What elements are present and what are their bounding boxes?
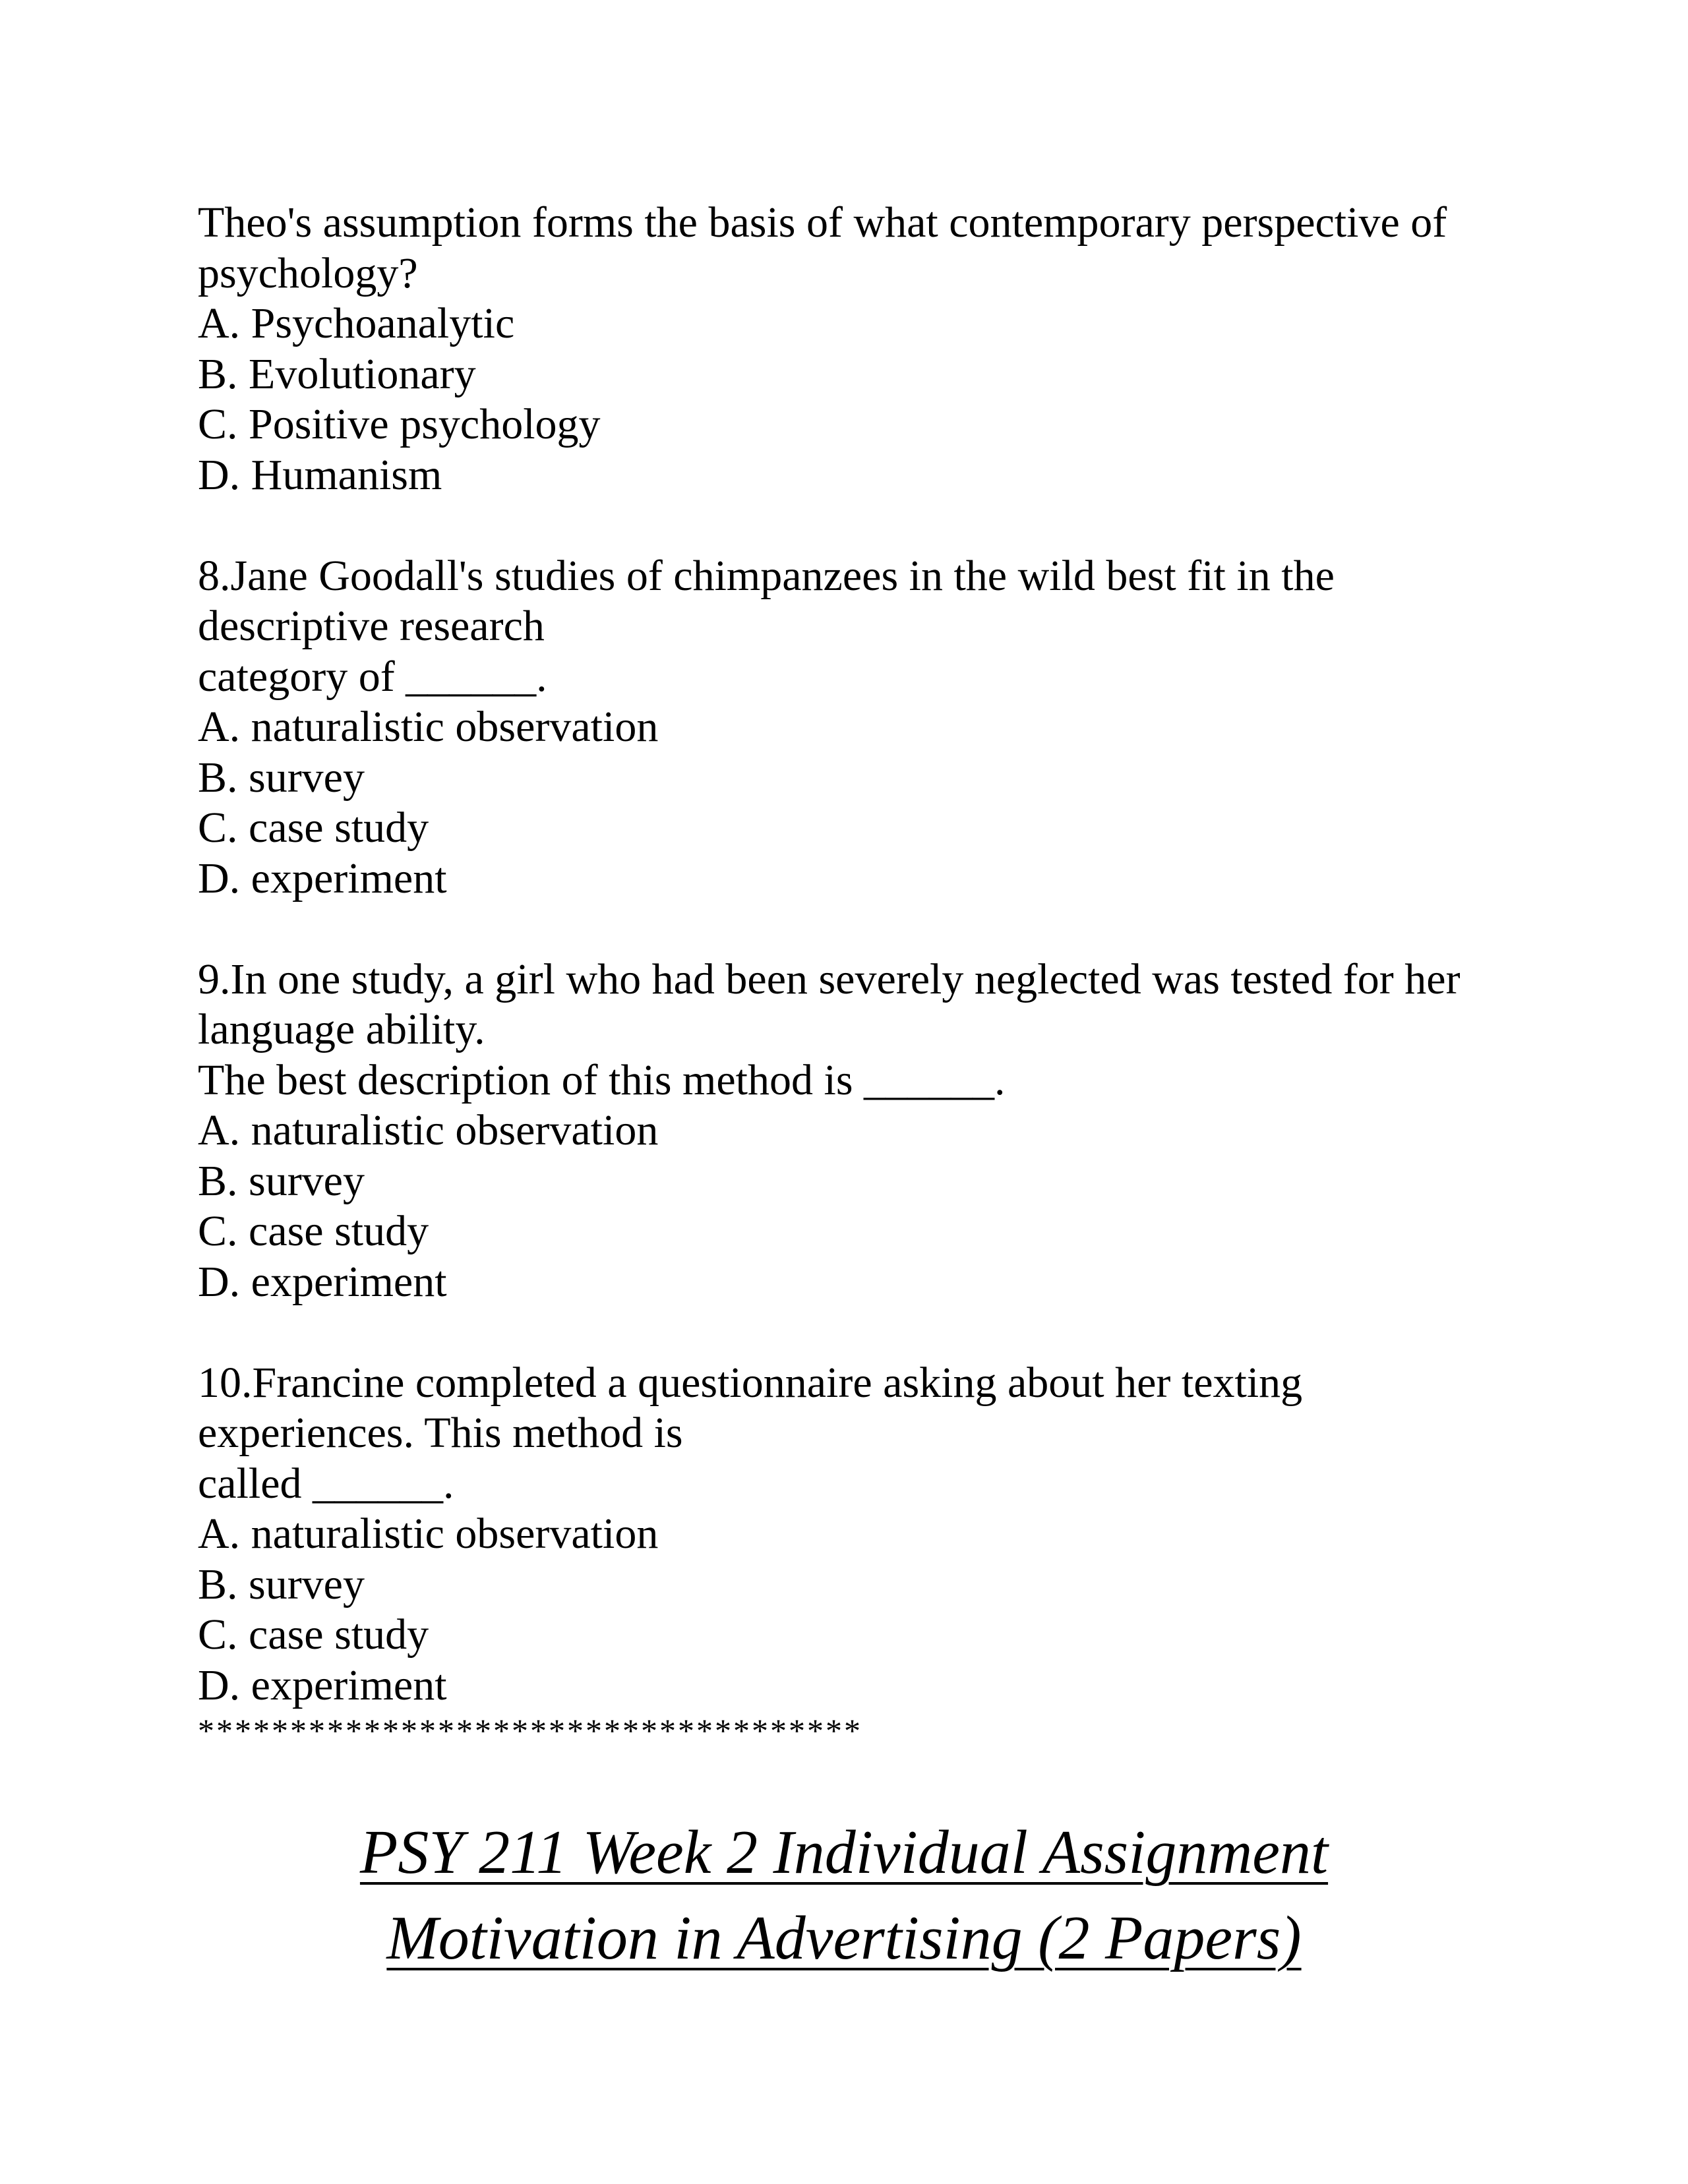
answer-option: A. naturalistic observation (198, 1510, 659, 1558)
answer-option: D. experiment (198, 1661, 447, 1709)
question-text: 9.In one study, a girl who had been severely neglected was tested for her (198, 955, 1461, 1003)
question-8 (198, 551, 1517, 904)
separator-line: ************************************ (198, 1712, 862, 1749)
question-text: The best description of this method is ______. (198, 1055, 1006, 1104)
answer-option: C. case study (198, 1207, 429, 1255)
answer-option: C. case study (198, 804, 429, 852)
question-10 (198, 1358, 1517, 1711)
question-text: Theo's assumption forms the basis of what contemporary perspective of (198, 198, 1447, 247)
answer-option: D. experiment (198, 854, 447, 902)
answer-option: D. Humanism (198, 450, 442, 499)
answer-option: D. experiment (198, 1257, 447, 1306)
question-text: descriptive research (198, 602, 545, 650)
answer-option: A. Psychoanalytic (198, 299, 515, 347)
answer-option: C. case study (198, 1610, 429, 1659)
answer-option: B. survey (198, 1156, 365, 1205)
paragraph-gap (198, 1307, 1517, 1358)
question-text: 10.Francine completed a questionnaire asking about her texting (198, 1358, 1303, 1407)
question-text: psychology? (198, 249, 418, 297)
answer-option: B. survey (198, 753, 365, 802)
question-text: called ______. (198, 1459, 454, 1508)
question-text: language ability. (198, 1005, 485, 1053)
answer-option: C. Positive psychology (198, 400, 601, 448)
questions-block (198, 198, 1517, 1750)
assignment-heading-line-2 (0, 1899, 1688, 1978)
question-text: 8.Jane Goodall's studies of chimpanzees in the wild best fit in the (198, 551, 1335, 600)
assignment-heading-text[interactable]: Motivation in Advertising (2 Papers) (386, 1904, 1302, 1972)
question-text: category of ______. (198, 652, 547, 701)
assignment-heading-line-1 (0, 1813, 1688, 1892)
question-text: experiences. This method is (198, 1409, 683, 1457)
answer-option: B. survey (198, 1560, 365, 1608)
paragraph-gap (198, 500, 1517, 551)
paragraph-gap (198, 904, 1517, 955)
question-7 (198, 198, 1517, 500)
assignment-heading-text[interactable]: PSY 211 Week 2 Individual Assignment (359, 1818, 1329, 1887)
answer-option: A. naturalistic observation (198, 1106, 659, 1154)
answer-option: A. naturalistic observation (198, 703, 659, 751)
answer-option: B. Evolutionary (198, 349, 476, 398)
question-9 (198, 955, 1517, 1308)
